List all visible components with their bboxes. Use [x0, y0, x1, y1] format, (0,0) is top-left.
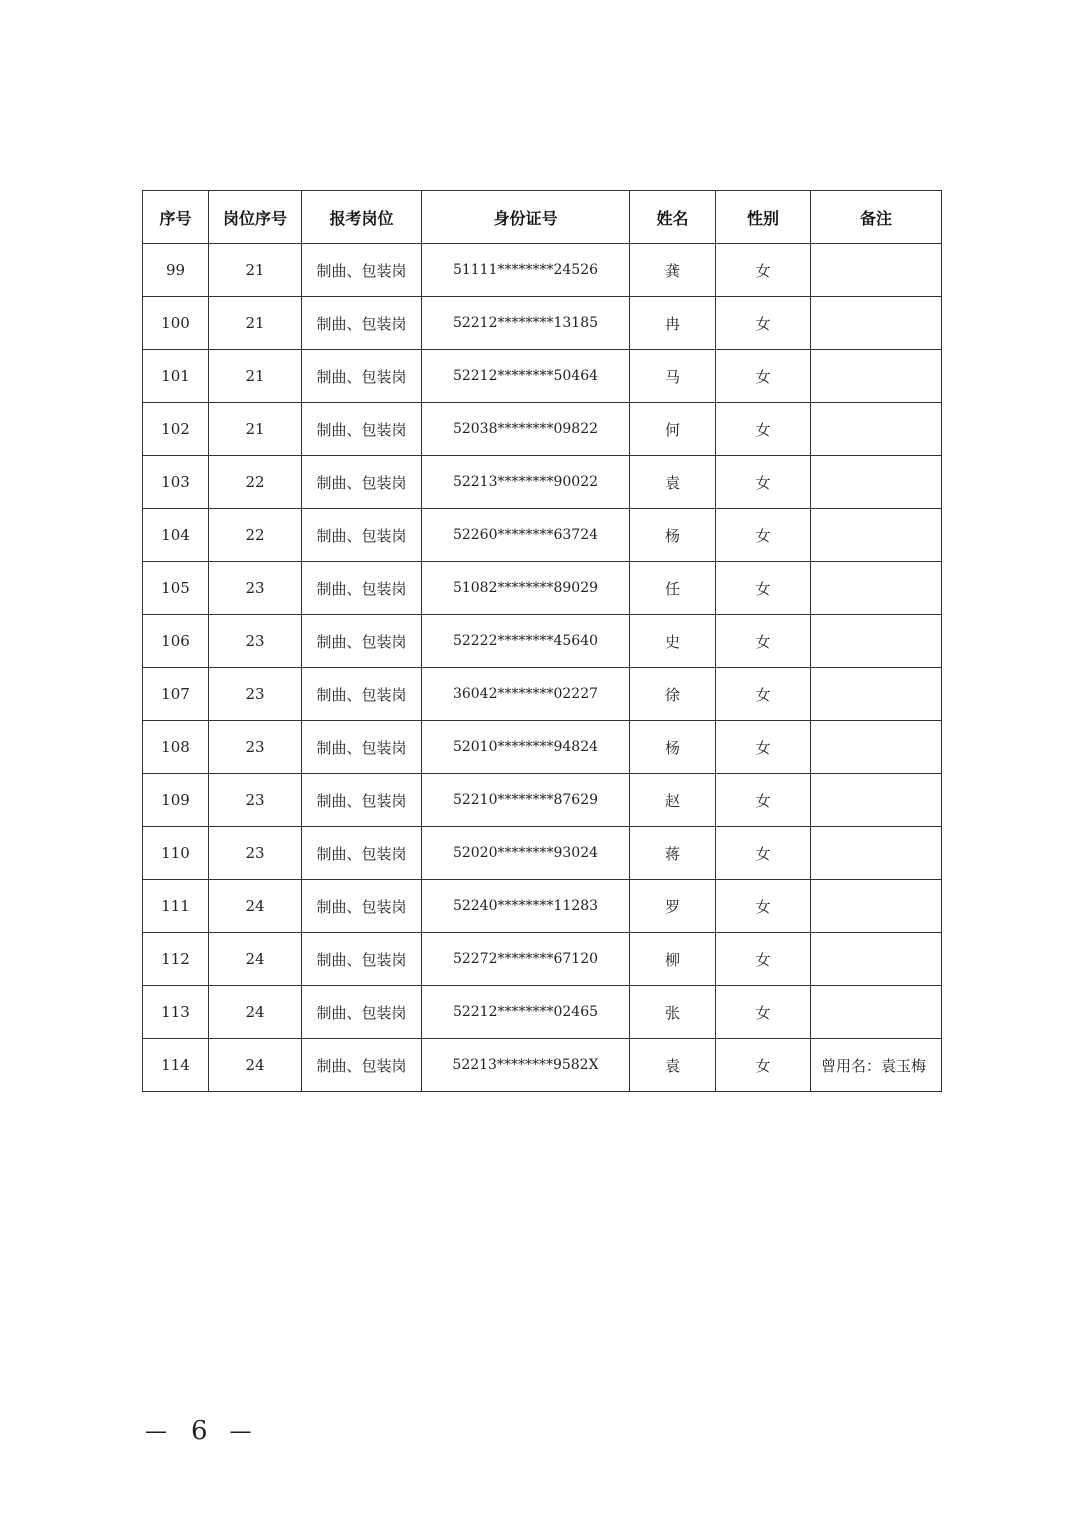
cell-seq: 99	[143, 244, 209, 297]
cell-name: 张	[630, 986, 716, 1039]
cell-gender: 女	[716, 986, 811, 1039]
cell-seq: 113	[143, 986, 209, 1039]
cell-id-number: 52213********9582X	[422, 1039, 630, 1092]
cell-remarks	[811, 350, 942, 403]
cell-seq: 104	[143, 509, 209, 562]
cell-id-number: 52260********63724	[422, 509, 630, 562]
cell-id-number: 51111********24526	[422, 244, 630, 297]
cell-post-seq: 23	[209, 615, 302, 668]
cell-post: 制曲、包装岗	[302, 933, 422, 986]
cell-name: 袁	[630, 1039, 716, 1092]
cell-post: 制曲、包装岗	[302, 827, 422, 880]
table-row	[143, 1039, 942, 1092]
table-row	[143, 244, 942, 297]
header-id-number: 身份证号	[422, 191, 630, 244]
cell-gender: 女	[716, 721, 811, 774]
cell-post: 制曲、包装岗	[302, 880, 422, 933]
header-seq: 序号	[143, 191, 209, 244]
cell-post: 制曲、包装岗	[302, 403, 422, 456]
cell-name: 任	[630, 562, 716, 615]
cell-post: 制曲、包装岗	[302, 350, 422, 403]
cell-name: 冉	[630, 297, 716, 350]
cell-post: 制曲、包装岗	[302, 244, 422, 297]
header-post: 报考岗位	[302, 191, 422, 244]
cell-post-seq: 23	[209, 668, 302, 721]
cell-post-seq: 21	[209, 244, 302, 297]
cell-gender: 女	[716, 244, 811, 297]
cell-remarks	[811, 986, 942, 1039]
cell-seq: 107	[143, 668, 209, 721]
cell-post: 制曲、包装岗	[302, 297, 422, 350]
cell-id-number: 52210********87629	[422, 774, 630, 827]
cell-seq: 101	[143, 350, 209, 403]
cell-remarks: 曾用名：袁玉梅	[811, 1039, 942, 1092]
cell-post: 制曲、包装岗	[302, 1039, 422, 1092]
cell-name: 杨	[630, 721, 716, 774]
cell-remarks	[811, 880, 942, 933]
cell-post: 制曲、包装岗	[302, 668, 422, 721]
cell-name: 袁	[630, 456, 716, 509]
cell-remarks	[811, 774, 942, 827]
header-gender: 性别	[716, 191, 811, 244]
cell-post: 制曲、包装岗	[302, 774, 422, 827]
footer-dash-right: —	[229, 1418, 252, 1444]
cell-post-seq: 21	[209, 297, 302, 350]
cell-remarks	[811, 615, 942, 668]
cell-id-number: 52213********90022	[422, 456, 630, 509]
cell-gender: 女	[716, 350, 811, 403]
cell-name: 柳	[630, 933, 716, 986]
cell-seq: 114	[143, 1039, 209, 1092]
cell-post: 制曲、包装岗	[302, 562, 422, 615]
cell-remarks	[811, 297, 942, 350]
table-row	[143, 721, 942, 774]
cell-seq: 100	[143, 297, 209, 350]
table-row	[143, 827, 942, 880]
cell-remarks	[811, 668, 942, 721]
cell-name: 罗	[630, 880, 716, 933]
cell-post-seq: 23	[209, 721, 302, 774]
table-row	[143, 880, 942, 933]
cell-gender: 女	[716, 827, 811, 880]
cell-post-seq: 23	[209, 827, 302, 880]
cell-name: 史	[630, 615, 716, 668]
cell-id-number: 52038********09822	[422, 403, 630, 456]
cell-gender: 女	[716, 562, 811, 615]
cell-seq: 111	[143, 880, 209, 933]
cell-post: 制曲、包装岗	[302, 509, 422, 562]
cell-id-number: 36042********02227	[422, 668, 630, 721]
cell-id-number: 52272********67120	[422, 933, 630, 986]
page-number: 6	[191, 1416, 208, 1446]
table-row	[143, 562, 942, 615]
table-row	[143, 297, 942, 350]
cell-seq: 106	[143, 615, 209, 668]
cell-gender: 女	[716, 774, 811, 827]
cell-name: 龚	[630, 244, 716, 297]
cell-post-seq: 24	[209, 986, 302, 1039]
cell-name: 何	[630, 403, 716, 456]
cell-seq: 105	[143, 562, 209, 615]
cell-id-number: 52212********13185	[422, 297, 630, 350]
header-remarks: 备注	[811, 191, 942, 244]
cell-id-number: 52212********50464	[422, 350, 630, 403]
cell-post-seq: 22	[209, 456, 302, 509]
table-row	[143, 509, 942, 562]
cell-id-number: 52240********11283	[422, 880, 630, 933]
cell-post-seq: 24	[209, 880, 302, 933]
cell-name: 蒋	[630, 827, 716, 880]
cell-remarks	[811, 403, 942, 456]
cell-remarks	[811, 456, 942, 509]
header-post-seq: 岗位序号	[209, 191, 302, 244]
cell-name: 马	[630, 350, 716, 403]
cell-post-seq: 21	[209, 403, 302, 456]
cell-post-seq: 23	[209, 774, 302, 827]
table-row	[143, 933, 942, 986]
cell-post-seq: 24	[209, 933, 302, 986]
cell-post: 制曲、包装岗	[302, 615, 422, 668]
cell-name: 杨	[630, 509, 716, 562]
cell-gender: 女	[716, 403, 811, 456]
cell-gender: 女	[716, 668, 811, 721]
cell-post-seq: 23	[209, 562, 302, 615]
cell-post: 制曲、包装岗	[302, 456, 422, 509]
cell-post-seq: 21	[209, 350, 302, 403]
table-row	[143, 668, 942, 721]
cell-id-number: 52010********94824	[422, 721, 630, 774]
cell-gender: 女	[716, 509, 811, 562]
table-body	[143, 244, 942, 1092]
header-name: 姓名	[630, 191, 716, 244]
cell-post-seq: 24	[209, 1039, 302, 1092]
cell-gender: 女	[716, 880, 811, 933]
cell-gender: 女	[716, 297, 811, 350]
table-header-row	[143, 191, 942, 244]
cell-id-number: 51082********89029	[422, 562, 630, 615]
cell-post-seq: 22	[209, 509, 302, 562]
cell-remarks	[811, 721, 942, 774]
cell-id-number: 52222********45640	[422, 615, 630, 668]
cell-seq: 112	[143, 933, 209, 986]
cell-remarks	[811, 509, 942, 562]
table-row	[143, 986, 942, 1039]
cell-gender: 女	[716, 1039, 811, 1092]
cell-remarks	[811, 827, 942, 880]
cell-remarks	[811, 244, 942, 297]
cell-gender: 女	[716, 615, 811, 668]
page-footer	[145, 1416, 252, 1446]
cell-gender: 女	[716, 933, 811, 986]
cell-name: 徐	[630, 668, 716, 721]
footer-dash-left: —	[145, 1418, 167, 1444]
applicant-table	[142, 190, 942, 1092]
cell-id-number: 52212********02465	[422, 986, 630, 1039]
cell-seq: 110	[143, 827, 209, 880]
table-row	[143, 774, 942, 827]
cell-remarks	[811, 933, 942, 986]
cell-post: 制曲、包装岗	[302, 986, 422, 1039]
table-row	[143, 456, 942, 509]
cell-seq: 109	[143, 774, 209, 827]
cell-id-number: 52020********93024	[422, 827, 630, 880]
cell-seq: 102	[143, 403, 209, 456]
cell-seq: 108	[143, 721, 209, 774]
cell-seq: 103	[143, 456, 209, 509]
cell-gender: 女	[716, 456, 811, 509]
cell-remarks	[811, 562, 942, 615]
table-row	[143, 350, 942, 403]
table-row	[143, 403, 942, 456]
cell-post: 制曲、包装岗	[302, 721, 422, 774]
table-row	[143, 615, 942, 668]
cell-name: 赵	[630, 774, 716, 827]
